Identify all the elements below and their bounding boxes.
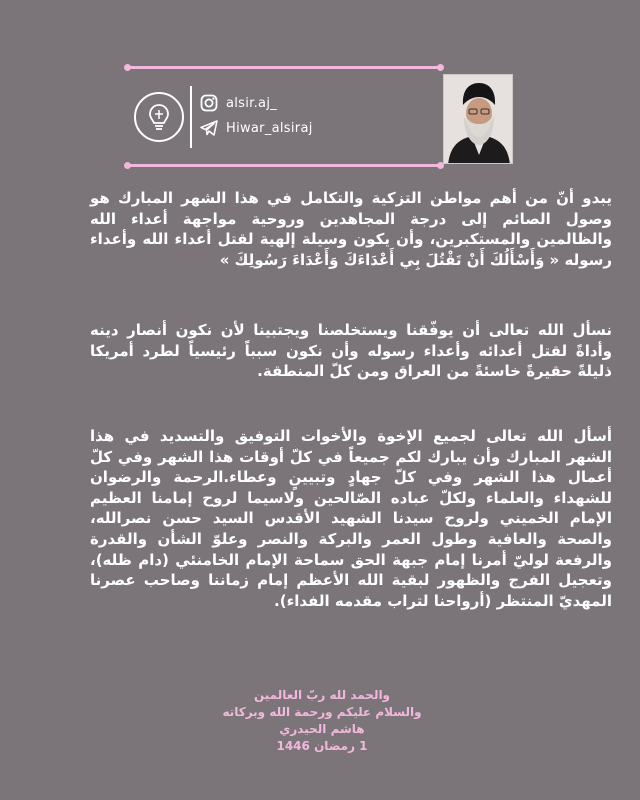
divider-dot — [437, 64, 444, 71]
paragraph-3: أسأل الله تعالى لجميع الإخوة والأخوات التوفيق والتسديد في هذا الشهر المبارك وأن يبارك لكم جميعاً في كلّ أوقات هذا الشهر وفي كلّ أعمال هذا الشهر وفي كلّ جهادٍ وتبيينٍ وعطاء.الرحمة والرضوان للشهداء والعلماء ولكلّ عباده الصّالحين ولاسيما لروح إمامنا العظيم الإمام الخميني ولروح سيدنا الشهيد الأقدس السيد حسن نصرالله، والصحة والعافية وطول العمر والبركة والنصر وعلوّ الشأن والقدرة والرفعة لوليّ أمرنا إمام جبهة الحق سماحة الإمام الخامنئي (دام ظله)، وتعجيل الفرج والظهور لبقية الله الأعظم إمام زماننا وصاحب عصرنا المهديّ المنتظر (أرواحنا لتراب مقدمه الفداء). — [90, 427, 612, 610]
closing-greeting: والسلام عليكم ورحمة الله وبركاته — [222, 705, 422, 719]
paragraph-2: نسأل الله تعالى أن يوفّقنا ويستخلصنا ويجتبينا لأن نكون أنصار دينه وأداةً لقتل أعدائه وأعداء رسوله وأن نكون سبباً رئيسياً لطرد أمريكا ذليلةً حقيرةً خاسئةً من العراق ومن كلّ المنطقة. — [90, 321, 612, 381]
divider-dot — [124, 162, 131, 169]
signature-block — [120, 687, 524, 755]
instagram-icon — [200, 94, 218, 112]
instagram-handle: alsir.aj_ — [226, 95, 278, 111]
telegram-row[interactable] — [200, 120, 313, 136]
top-divider — [128, 66, 440, 69]
author-name: هاشم الحيدري — [279, 722, 365, 736]
cleric-portrait — [443, 74, 513, 164]
divider-dot — [124, 64, 131, 71]
telegram-icon — [200, 120, 218, 136]
header — [128, 60, 513, 172]
bottom-divider — [128, 164, 440, 167]
instagram-row[interactable] — [200, 94, 277, 112]
paragraph-1: يبدو أنّ من أهم مواطن التزكية والتكامل في هذا الشهر المبارك هو وصول الصائم إلى درجة المجاهدين وروحية مواجهة أعداء الله والظالمين والمستكبرين، وأن يكون وسيلة إلهية لقتل أعداء الله وأعداء رسوله « وَأَسْأَلُكَ أَنْ تَقْتُلَ بِي أَعْدَاءَكَ وَأَعْدَاءَ رَسُولِكَ » — [90, 189, 612, 269]
closing-praise: والحمد لله ربّ العالمين — [253, 688, 391, 702]
lamp-logo-icon — [134, 92, 184, 142]
telegram-handle: Hiwar_alsiraj — [226, 120, 313, 136]
header-separator — [190, 86, 192, 148]
post-date: 1 رمضان 1446 — [276, 739, 368, 753]
